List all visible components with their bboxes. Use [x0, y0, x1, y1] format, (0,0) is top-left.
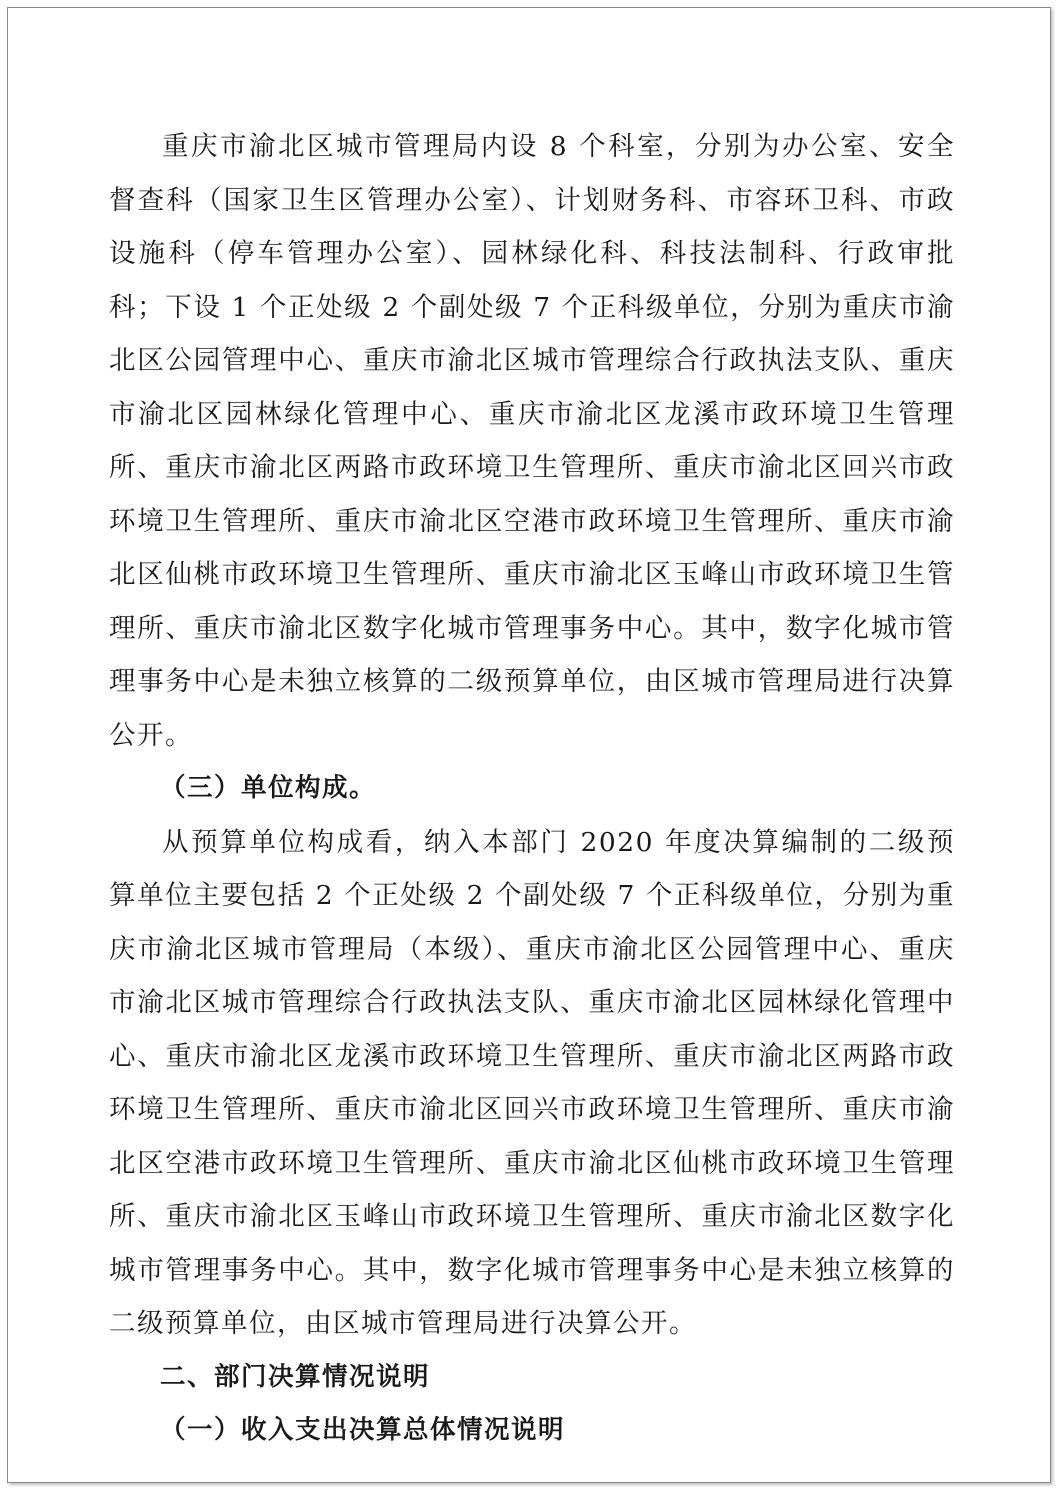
paragraph-internal-structure: 重庆市渝北区城市管理局内设 8 个科室，分别为办公室、安全督查科（国家卫生区管理办公室）、计划财务科、市容环卫科、市政设施科（停车管理办公室）、园林绿化科、科技法制科、行政审批科；下设 1 个正处级 2 个副处级 7 个正科级单位，分别为重庆市渝北区公园管理中心、重庆市渝北区城市管理综合行政执法支队、重庆市渝北区园林绿化管理中心、重庆市渝北区龙溪市政环境卫生管理所、重庆市渝北区两路市政环境卫生管理所、重庆市渝北区回兴市政环境卫生管理所、重庆市渝北区空港市政环境卫生管理所、重庆市渝北区仙桃市政环境卫生管理所、重庆市渝北区玉峰山市政环境卫生管理所、重庆市渝北区数字化城市管理事务中心。其中，数字化城市管理事务中心是未独立核算的二级预算单位，由区城市管理局进行决算公开。 — [109, 131, 955, 751]
heading-unit-composition: （三）单位构成。 — [160, 773, 377, 803]
heading-section-two: 二、部门决算情况说明 — [160, 1361, 431, 1392]
paragraph-unit-composition: 从预算单位构成看，纳入本部门 2020 年度决算编制的二级预算单位主要包括 2 个正处级 2 个副处级 7 个正科级单位，分别为重庆市渝北区城市管理局（本级）、重庆市渝北区公园管理中心、重庆市渝北区城市管理综合行政执法支队、重庆市渝北区园林绿化管理中心、重庆市渝北区龙溪市政环境卫生管理所、重庆市渝北区两路市政环境卫生管理所、重庆市渝北区回兴市政环境卫生管理所、重庆市渝北区空港市政环境卫生管理所、重庆市渝北区仙桃市政环境卫生管理所、重庆市渝北区玉峰山市政环境卫生管理所、重庆市渝北区数字化城市管理事务中心。其中，数字化城市管理事务中心是未独立核算的二级预算单位，由区城市管理局进行决算公开。 — [109, 826, 955, 1339]
heading-subsection-one: （一）收入支出决算总体情况说明 — [160, 1415, 566, 1445]
page-content — [109, 120, 955, 1458]
document-page — [7, 7, 1051, 1483]
